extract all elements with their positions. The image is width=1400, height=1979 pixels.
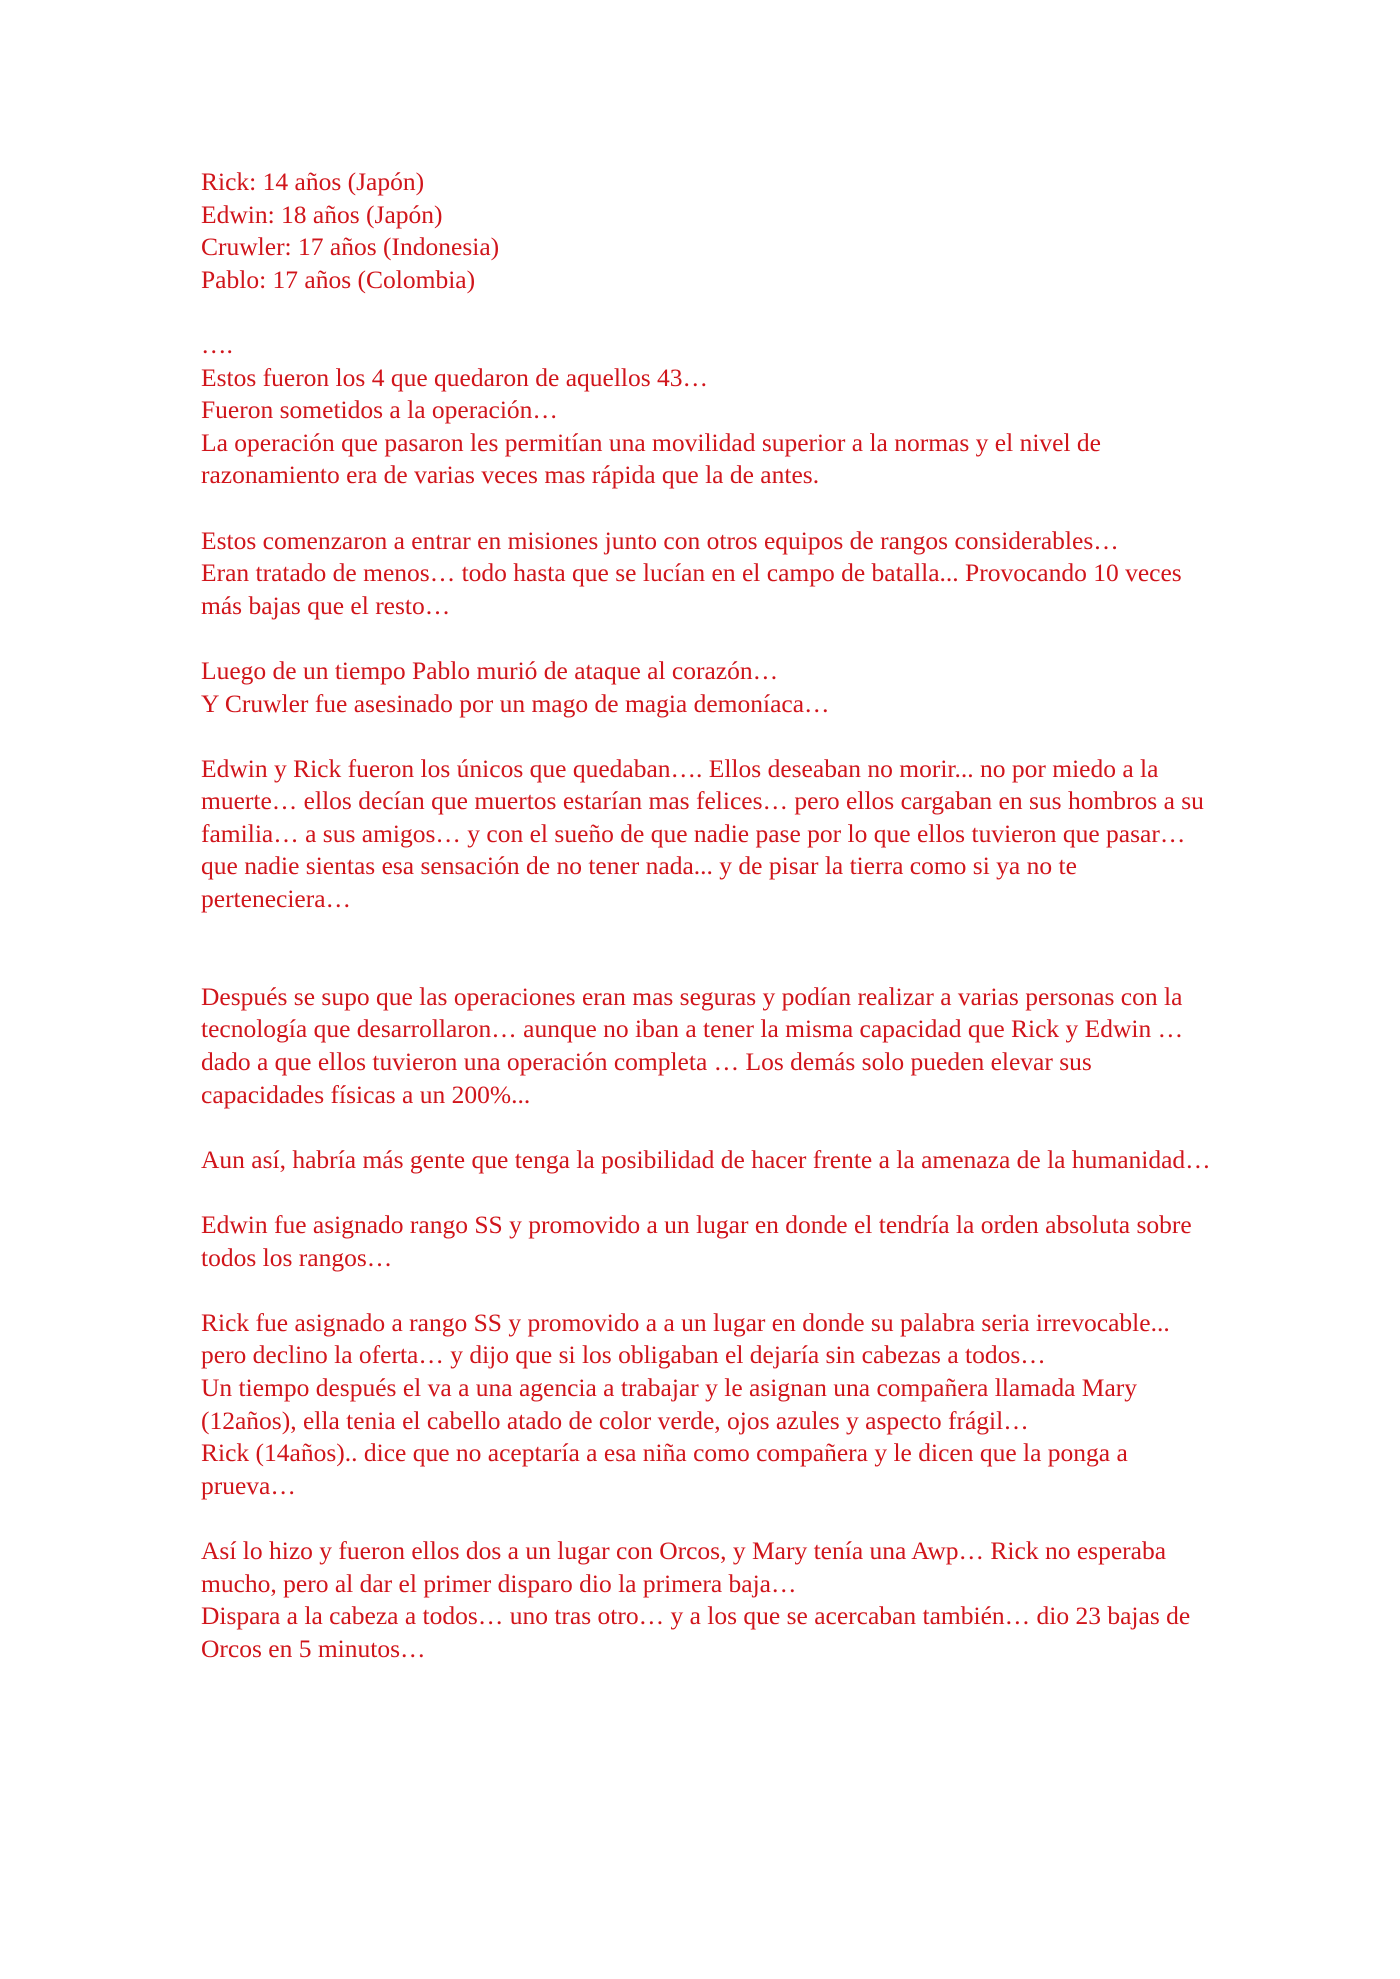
- paragraph-2: [201, 525, 1221, 623]
- character-line: Edwin: 18 años (Japón): [201, 199, 443, 229]
- paragraph-line: Aun así, habría más gente que tenga la posibilidad de hacer frente a la amenaza de la humanidad…: [201, 1144, 1211, 1174]
- paragraph-line: Fueron sometidos a la operación…: [201, 395, 558, 425]
- paragraph-line: Así lo hizo y fueron ellos dos a un lugar con Orcos, y Mary tenía una Awp… Rick no esperaba mucho, pero al dar el primer disparo dio la primera baja…: [201, 1535, 1167, 1598]
- character-line: Pablo: 17 años (Colombia): [201, 264, 476, 294]
- paragraph-line: Luego de un tiempo Pablo murió de ataque al corazón…: [201, 655, 779, 685]
- blank-line: [201, 916, 1221, 981]
- blank-line: [201, 492, 1221, 525]
- paragraph-line: Rick fue asignado a rango SS y promovido a a un lugar en donde su palabra seria irrevocable... pero declino la oferta… y dijo que si los obligaban el dejaría sin cabezas a todos…: [201, 1307, 1170, 1370]
- paragraph-line: Edwin fue asignado rango SS y promovido a un lugar en donde el tendría la orden absoluta sobre todos los rangos…: [201, 1210, 1192, 1272]
- paragraph-7: [201, 1209, 1221, 1274]
- character-line: Cruwler: 17 años (Indonesia): [201, 232, 500, 262]
- paragraph-8: [201, 1307, 1221, 1503]
- character-line: Rick: 14 años (Japón): [201, 167, 425, 196]
- paragraph-line: Eran tratado de menos… todo hasta que se lucían en el campo de batalla... Provocando 10 veces más bajas que el resto…: [201, 558, 1182, 620]
- blank-line: [201, 720, 1221, 753]
- paragraph-line: La operación que pasaron les permitían una movilidad superior a la normas y el nivel de razonamiento era de varias veces mas rápida que la de antes.: [201, 427, 1101, 490]
- paragraph-line: Rick (14años).. dice que no aceptaría a esa niña como compañera y le dicen que la ponga a prueva…: [201, 1438, 1128, 1500]
- blank-line: [201, 1502, 1221, 1535]
- paragraph-line: Y Cruwler fue asesinado por un mago de magia demoníaca…: [201, 688, 830, 718]
- paragraph-line: Después se supo que las operaciones eran mas seguras y podían realizar a varias personas con la tecnología que desarrollaron… aunque no iban a tener la misma capacidad que Rick y Edwin … dado a que ellos tuvieron una operación completa … Los demás solo pueden elevar sus capacidades físicas a un 200%...: [201, 981, 1184, 1109]
- paragraph-3: [201, 655, 1221, 720]
- blank-line: [201, 1111, 1221, 1144]
- paragraph-line: Dispara a la cabeza a todos… uno tras otro… y a los que se acercaban también… dio 23 bajas de Orcos en 5 minutos…: [201, 1601, 1191, 1663]
- paragraph-line: Estos comenzaron a entrar en misiones junto con otros equipos de rangos considerables…: [201, 525, 1119, 555]
- paragraph-line: Estos fueron los 4 que quedaron de aquellos 43…: [201, 362, 709, 392]
- paragraph-line: Un tiempo después el va a una agencia a trabajar y le asignan una compañera llamada Mary (12años), ella tenia el cabello atado de color verde, ojos azules y aspecto frágil…: [201, 1372, 1138, 1435]
- paragraph-line: Edwin y Rick fueron los únicos que quedaban…. Ellos deseaban no morir... no por miedo a la muerte… ellos decían que muertos estarían mas felices… pero ellos cargaban en sus hombros a su familia… a sus amigos… y con el sueño de que nadie pase por lo que ellos tuvieron que pasar… que nadie sientas esa sensación de no tener nada... y de pisar la tierra como si ya no te perteneciera…: [201, 753, 1204, 914]
- blank-line: [201, 622, 1221, 655]
- separator-dots: ….: [201, 329, 233, 359]
- paragraph-1: [201, 362, 1221, 492]
- paragraph-5: [201, 981, 1221, 1111]
- paragraph-9: [201, 1535, 1221, 1665]
- character-list: [201, 166, 1221, 296]
- paragraph-6: [201, 1144, 1221, 1177]
- document-body: [201, 166, 1221, 1665]
- blank-line: [201, 296, 1221, 329]
- blank-line: [201, 1274, 1221, 1307]
- separator: [201, 329, 1221, 362]
- paragraph-4: [201, 753, 1221, 916]
- blank-line: [201, 1176, 1221, 1209]
